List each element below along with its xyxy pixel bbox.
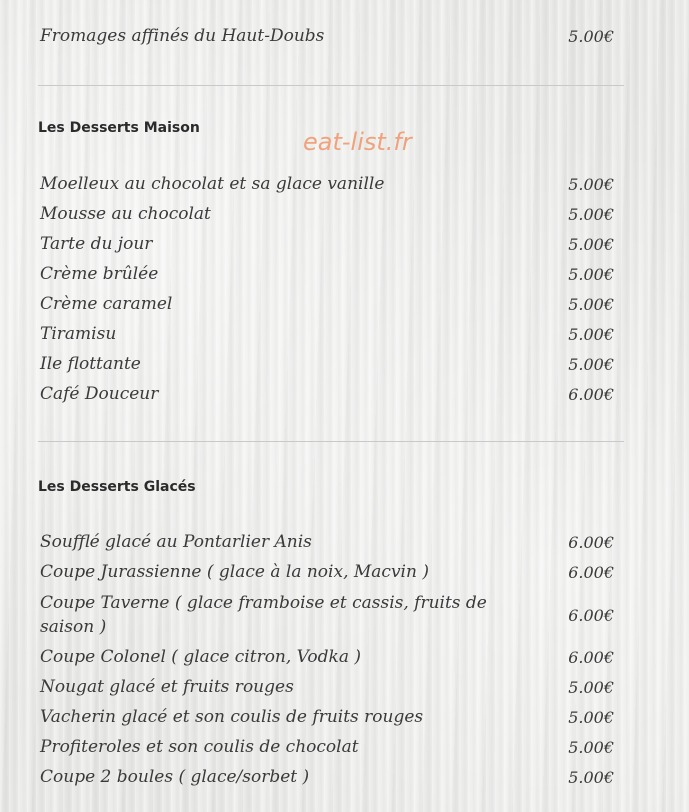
item-name: Vacherin glacé et son coulis de fruits rouges <box>40 707 424 727</box>
menu-item <box>40 262 614 286</box>
item-price: 5.00€ <box>568 677 614 697</box>
item-price: 5.00€ <box>568 324 614 344</box>
item-price: 5.00€ <box>568 737 614 757</box>
item-name: Café Douceur <box>40 384 159 404</box>
item-name: Tiramisu <box>40 324 117 344</box>
item-price: 6.00€ <box>568 605 614 625</box>
menu-item <box>40 24 614 48</box>
item-price: 5.00€ <box>568 174 614 194</box>
item-price: 5.00€ <box>568 707 614 727</box>
item-price: 6.00€ <box>568 532 614 552</box>
section-divider <box>38 85 624 86</box>
menu-item <box>40 530 614 554</box>
item-name: Coupe Jurassienne ( glace à la noix, Macvin ) <box>40 562 429 582</box>
item-name: Crème brûlée <box>40 264 159 284</box>
menu-item <box>40 232 614 256</box>
section-title-maison: Les Desserts Maison <box>38 120 200 136</box>
item-name: Tarte du jour <box>40 234 153 254</box>
menu-item <box>40 645 614 669</box>
watermark: eat-list.fr <box>303 128 412 156</box>
menu-item <box>40 705 614 729</box>
item-name: Moelleux au chocolat et sa glace vanille <box>40 174 385 194</box>
item-name: Crème caramel <box>40 294 173 314</box>
menu-item <box>40 591 614 639</box>
item-price: 5.00€ <box>568 354 614 374</box>
item-price: 6.00€ <box>568 647 614 667</box>
item-price: 5.00€ <box>568 234 614 254</box>
menu-item <box>40 292 614 316</box>
menu-item <box>40 202 614 226</box>
item-name: Coupe Colonel ( glace citron, Vodka ) <box>40 647 361 667</box>
menu-item <box>40 765 614 789</box>
section-title-glaces: Les Desserts Glacés <box>38 479 196 495</box>
item-price: 6.00€ <box>568 384 614 404</box>
section-divider <box>38 441 624 442</box>
item-price: 5.00€ <box>568 204 614 224</box>
item-price: 5.00€ <box>568 767 614 787</box>
menu-item <box>40 560 614 584</box>
item-price: 6.00€ <box>568 562 614 582</box>
item-name: Coupe Taverne ( glace framboise et cassis, fruits de saison ) <box>40 593 487 637</box>
item-name: Profiteroles et son coulis de chocolat <box>40 737 359 757</box>
item-price: 5.00€ <box>568 26 614 46</box>
menu-item <box>40 675 614 699</box>
menu-item <box>40 352 614 376</box>
item-name: Nougat glacé et fruits rouges <box>40 677 294 697</box>
item-price: 5.00€ <box>568 294 614 314</box>
menu-item <box>40 322 614 346</box>
item-name: Ile flottante <box>40 354 141 374</box>
menu-item <box>40 382 614 406</box>
item-name: Mousse au chocolat <box>40 204 211 224</box>
item-name: Fromages affinés du Haut-Doubs <box>40 26 325 46</box>
item-price: 5.00€ <box>568 264 614 284</box>
menu-item <box>40 172 614 196</box>
item-name: Soufflé glacé au Pontarlier Anis <box>40 532 312 552</box>
menu-item <box>40 735 614 759</box>
item-name: Coupe 2 boules ( glace/sorbet ) <box>40 767 310 787</box>
